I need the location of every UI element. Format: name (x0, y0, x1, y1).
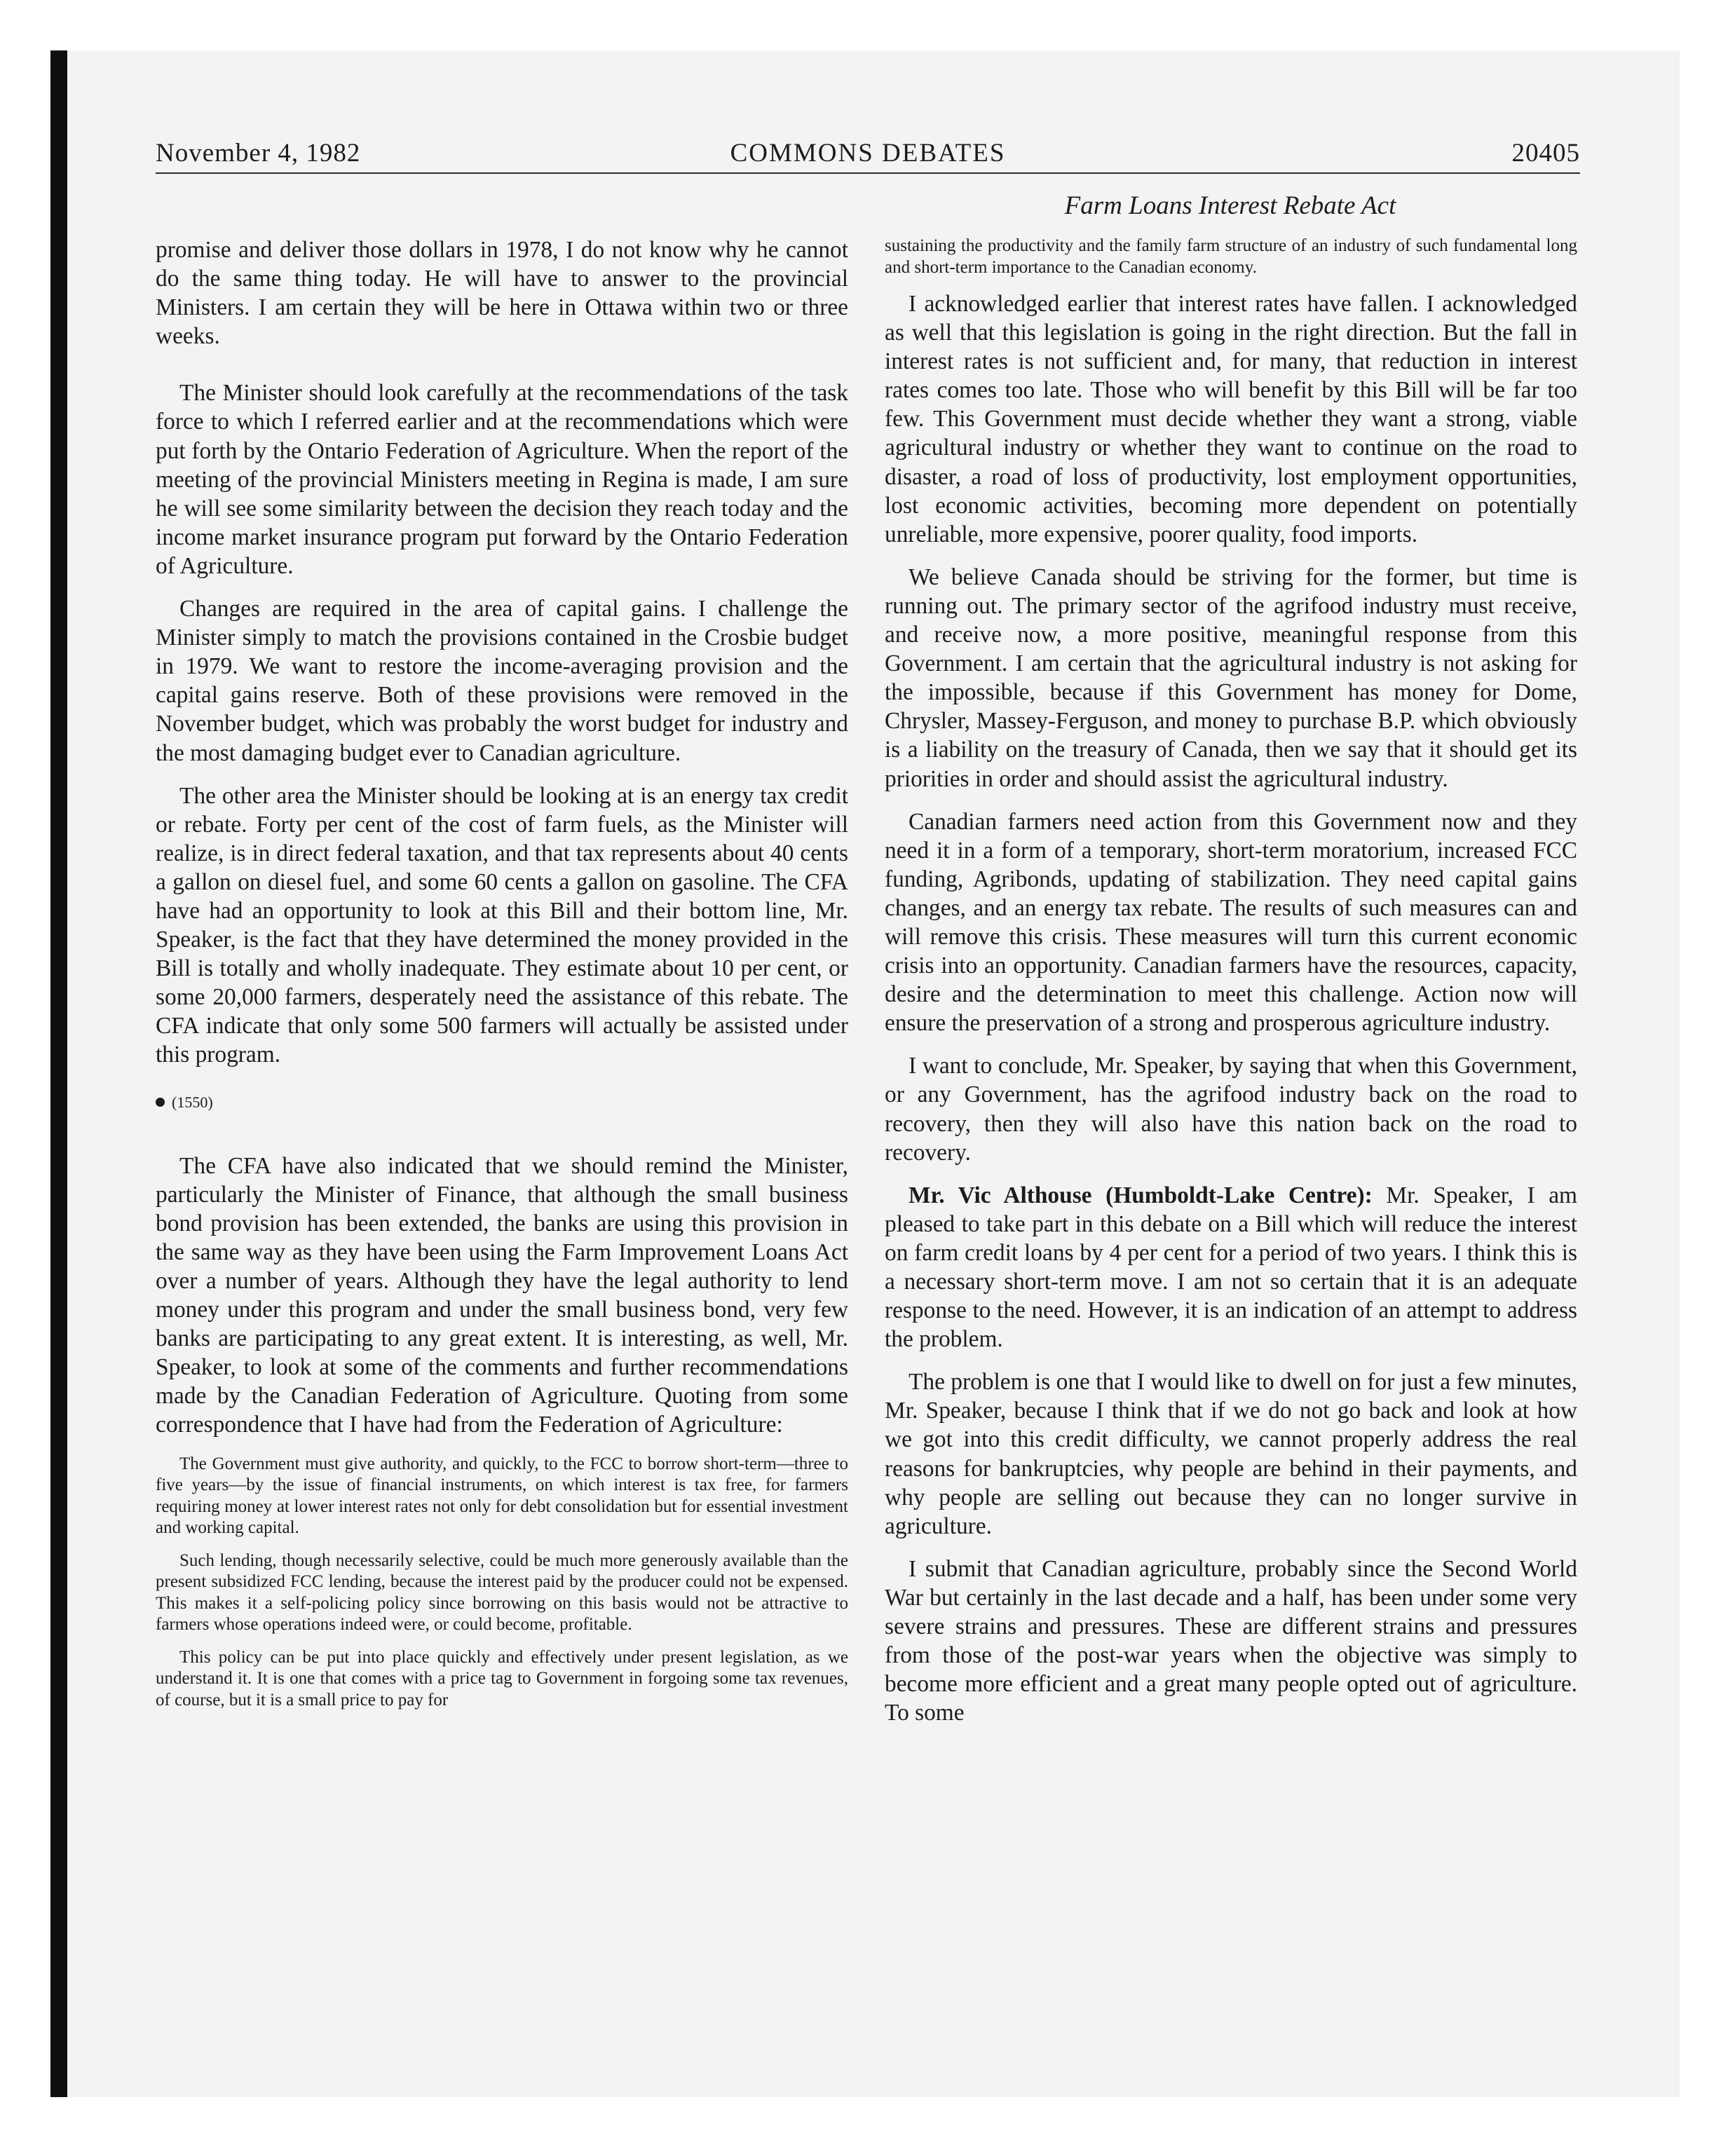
speaker-paragraph (885, 1181, 1577, 1354)
quotation: This policy can be put into place quickly and effectively under present legislation, as we understand it. It is one that comes with a price tag to Government in forgoing some tax revenues, of course, but it is a small price to pay for (156, 1647, 848, 1710)
running-header (156, 137, 1580, 174)
paragraph: Changes are required in the area of capital gains. I challenge the Minister simply to match the provisions contained in the Crosbie budget in 1979. We want to restore the income-averaging provision and the capital gains reserve. Both of these provisions were removed in the November budget, which was probably the worst budget for industry and the most damaging budget ever to Canadian agriculture. (156, 596, 848, 766)
paragraph: The Minister should look carefully at the recommendations of the task force to which I referred earlier and at the recommendations which were put forth by the Ontario Federation of Agriculture. When the report of the meeting of the provincial Ministers meeting in Regina is made, I am sure he will see some similarity between the decision they reach today and the income market insurance program put forward by the Ontario Federation of Agriculture. (156, 380, 848, 579)
quotation: sustaining the productivity and the family farm structure of an industry of such fundamental long and short-term importance to the Canadian economy. (885, 236, 1577, 277)
timestamp-text: (1550) (172, 1093, 213, 1111)
paragraph: I want to conclude, Mr. Speaker, by saying that when this Government, or any Government, has the agrifood industry back on the road to recovery, then they will also have this nation back on the road to recovery. (885, 1053, 1577, 1166)
left-column (156, 236, 848, 1722)
speech-text: Mr. Speaker, I am pleased to take part in this debate on a Bill which will reduce the interest on farm credit loans by 4 per cent for a period of two years. I think this is a necessary short-term move. I am not so certain that it is an adequate response to the need. However, it is an indication of an attempt to address the problem. (885, 1182, 1577, 1353)
quotation: Such lending, though necessarily selective, could be much more generously available than the present subsidized FCC lending, because the interest paid by the producer could not be expensed. This makes it a self-policing policy since borrowing on this basis would not be attractive to farmers whose operations indeed were, or could become, profitable. (156, 1550, 848, 1635)
paragraph: I acknowledged earlier that interest rates have fallen. I acknowledged as well that this legislation is going in the right direction. But the fall in interest rates is not sufficient and, for many, that reduction in interest rates comes too late. Those who will benefit by this Bill will be far too few. This Government must decide whether they want a strong, viable agricultural industry or whether they want to continue on the road to disaster, a road of loss of productivity, lost employment opportunities, lost economic activities, becoming more dependent on potentially unreliable, more expensive, poorer quality, food imports. (885, 291, 1577, 547)
paragraph: The CFA have also indicated that we should remind the Minister, particularly the Minister of Finance, that although the small business bond provision has been extended, the banks are using this provision in the same way as they have been using the Farm Improvement Loans Act over a number of years. Although they have the legal authority to lend money under this program and under the small business bond, very few banks are participating to any great extent. It is interesting, as well, Mr. Speaker, to look at some of the comments and further recommendations made by the Canadian Federation of Agriculture. Quoting from some correspondence that I have had from the Federation of Agriculture: (156, 1152, 848, 1438)
header-date: November 4, 1982 (156, 139, 361, 168)
paragraph: We believe Canada should be striving for the former, but time is running out. The primary sector of the agrifood industry must receive, and receive now, a more positive, meaningful response from this Government. I am certain that the agricultural industry is not asking for the impossible, because if this Government has money for Dome, Chrysler, Massey-Ferguson, and money to purchase B.P. which obviously is a liability on the treasury of Canada, then we say that it should get its priorities in order and should assist the agricultural industry. (885, 564, 1577, 792)
bullet-icon (156, 1098, 165, 1107)
paragraph: The problem is one that I would like to dwell on for just a few minutes, Mr. Speaker, because I think that if we do not go back and look at how we got into this credit difficulty, we cannot properly address the real reasons for bankruptcies, why people are behind in their payments, and why people are selling out because they can no longer survive in agriculture. (885, 1369, 1577, 1539)
paragraph: Canadian farmers need action from this Government now and they need it in a form of a temporary, short-term moratorium, increased FCC funding, Agribonds, updating of stabilization. They need capital gains changes, and an energy tax rebate. The results of such measures can and will remove this crisis. These measures will turn this current economic crisis into an opportunity. Canadian farmers have the resources, capacity, desire and the determination to meet this challenge. Action now will ensure the preservation of a strong and prosperous agriculture industry. (885, 808, 1577, 1037)
section-subheader: Farm Loans Interest Rebate Act (1064, 191, 1396, 220)
header-publication: COMMONS DEBATES (730, 139, 1006, 168)
quotation: The Government must give authority, and quickly, to the FCC to borrow short-term—three to five years—by the issue of financial instruments, on which interest is tax free, for farmers requiring money at lower interest rates not only for debt consolidation but for essential investment and working capital. (156, 1454, 848, 1538)
timestamp-marker (156, 1088, 848, 1117)
scan-edge-bar (50, 50, 67, 2097)
right-column (885, 236, 1577, 1741)
paragraph: The other area the Minister should be looking at is an energy tax credit or rebate. Forty per cent of the cost of farm fuels, as the Minister will realize, is in direct federal taxation, and that tax represents about 40 cents a gallon on diesel fuel, and some 60 cents a gallon on gasoline. The CFA have had an opportunity to look at this Bill and their bottom line, Mr. Speaker, is the fact that they have determined the money provided in the Bill is totally and wholly inadequate. They estimate about 10 per cent, or some 20,000 farmers, desperately need the assistance of this rebate. The CFA indicate that only some 500 farmers will actually be assisted under this program. (156, 782, 848, 1068)
paragraph: promise and deliver those dollars in 1978, I do not know why he cannot do the same thing today. He will have to answer to the provincial Ministers. I am certain they will be here in Ottawa within two or three weeks. (156, 237, 848, 350)
paragraph: I submit that Canadian agriculture, probably since the Second World War but certainly in the last decade and a half, has been under some very severe strains and pressures. These are different strains and pressures from those of the post-war years when the objective was simply to become more efficient and a great many people opted out of agriculture. To some (885, 1555, 1577, 1726)
speaker-name: Mr. Vic Althouse (Humboldt-Lake Centre): (909, 1182, 1373, 1208)
header-page-number: 20405 (1511, 139, 1580, 168)
